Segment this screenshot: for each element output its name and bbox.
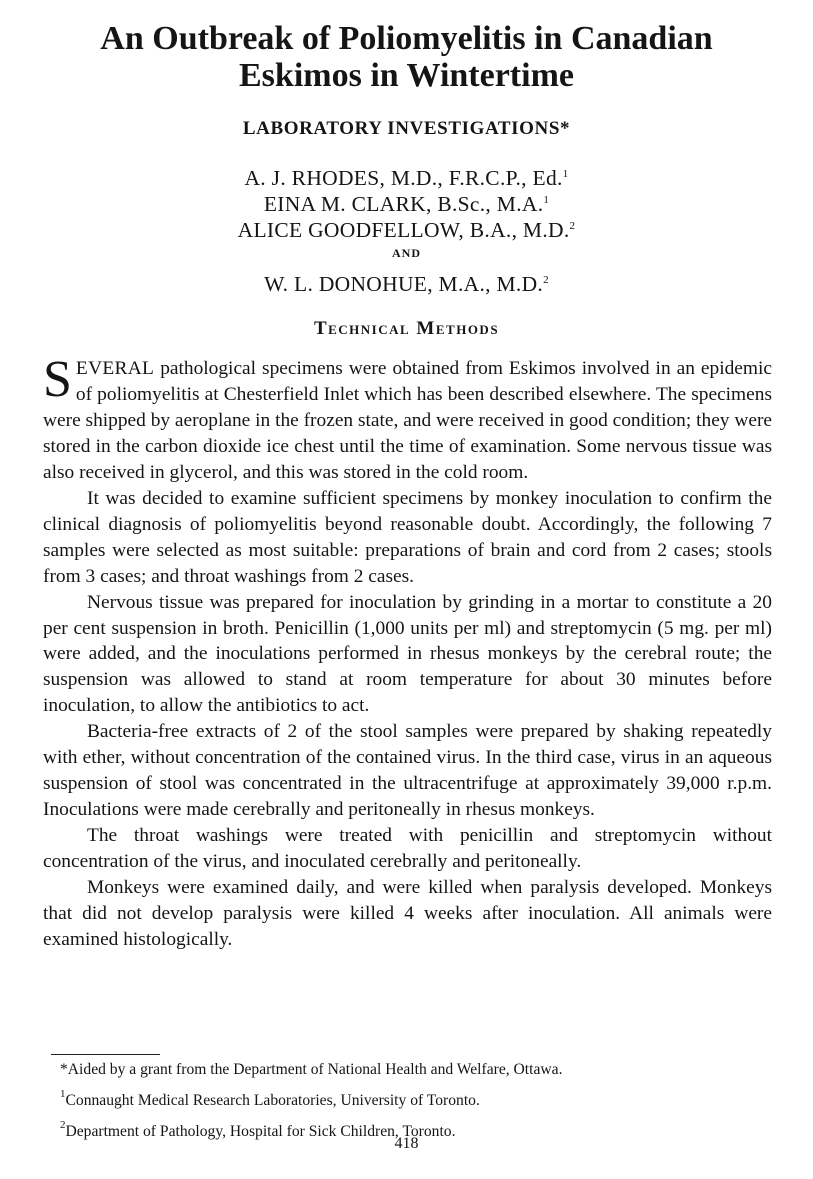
author-name: W. L. DONOHUE, M.A., M.D. bbox=[264, 272, 544, 296]
paragraph-1-text: pathological specimens were obtained from Eskimos involved in an epidemic of poliomyelitis at Chesterfield Inlet which has been described elsewhere. The specimens were shipped by aeroplane in the frozen state, and were received in good condition; they were stored in the carbon dioxide ice chest until the time of examination. Some nervous tissue was also received in glycerol, and this was stored in the cold room. bbox=[43, 358, 773, 483]
article-title-line-1: An Outbreak of Poliomyelitis in Canadian bbox=[100, 20, 713, 57]
footnote-text: Connaught Medical Research Laboratories, University of Toronto. bbox=[65, 1092, 480, 1109]
author-name: A. J. RHODES, M.D., F.R.C.P., Ed. bbox=[244, 166, 563, 190]
paragraph-2: It was decided to examine sufficient specimens by monkey inoculation to confirm the clinical diagnosis of poliomyelitis beyond reasonable doubt. Accordingly, the following 7 samples were selected as most suitable: preparations of brain and cord from 2 cases; stools from 3 cases; and throat washings from 2 cases. bbox=[43, 487, 772, 587]
article-body bbox=[43, 351, 773, 953]
footnote-affiliation-1 bbox=[60, 1082, 772, 1113]
affiliation-mark: 2 bbox=[543, 274, 549, 286]
author-conjunction: AND bbox=[392, 246, 421, 260]
footnote-divider bbox=[51, 1054, 160, 1055]
affiliation-mark: 1 bbox=[562, 168, 569, 180]
author-name: EINA M. CLARK, B.Sc., M.A. bbox=[263, 192, 544, 216]
section-heading: Technical Methods bbox=[313, 318, 500, 339]
first-word: EVERAL bbox=[75, 358, 155, 379]
author-clark bbox=[0, 188, 813, 216]
paragraph-4: Bacteria-free extracts of 2 of the stool samples were prepared by shaking repeatedly with ether, without concentration of the contained virus. In the third case, virus in an aqueous suspension of stool was concentrated in the ultracentrifuge at approximately 39,000 r.p.m. Inoculations were made cerebrally and peritoneally in rhesus monkeys. bbox=[43, 721, 772, 821]
paragraph-5: The throat washings were treated with penicillin and streptomycin without concentration of the virus, and inoculated cerebrally and peritoneally. bbox=[43, 825, 772, 873]
paragraph-6: Monkeys were examined daily, and were killed when paralysis developed. Monkeys that did not develop paralysis were killed 4 weeks after inoculation. All animals were examined histologically. bbox=[43, 877, 772, 950]
footnote-mark: * bbox=[60, 1061, 68, 1078]
footnotes bbox=[60, 1058, 772, 1144]
footnote-mark: 1 bbox=[60, 1088, 66, 1100]
footnote-text: Aided by a grant from the Department of National Health and Welfare, Ottawa. bbox=[67, 1061, 563, 1078]
paragraph-3: Nervous tissue was prepared for inoculation by grinding in a mortar to constitute a 20 per cent suspension in broth. Penicillin (1,000 units per ml) and streptomycin (5 mg. per ml) were added, and the inoculations performed in rhesus monkeys by the cerebral route; the suspension was allowed to stand at room temperature for about 30 minutes before inoculation, to allow the antibiotics to act. bbox=[43, 591, 772, 717]
author-donohue bbox=[0, 268, 813, 296]
affiliation-mark: 2 bbox=[569, 220, 576, 232]
author-rhodes bbox=[0, 162, 813, 190]
drop-cap: S bbox=[43, 351, 72, 408]
author-goodfellow bbox=[0, 214, 813, 242]
footnote-text: Department of Pathology, Hospital for Sick Children, Toronto. bbox=[65, 1123, 456, 1140]
article-subtitle: LABORATORY INVESTIGATIONS* bbox=[242, 118, 571, 139]
footnote-mark: 2 bbox=[60, 1119, 66, 1131]
author-name: ALICE GOODFELLOW, B.A., M.D. bbox=[237, 218, 570, 242]
article-title-line-2: Eskimos in Wintertime bbox=[239, 57, 574, 94]
page-number: 418 bbox=[394, 1135, 419, 1152]
footnote-funding bbox=[60, 1058, 772, 1082]
paragraph-1 bbox=[43, 351, 773, 486]
affiliation-mark: 1 bbox=[543, 194, 550, 206]
